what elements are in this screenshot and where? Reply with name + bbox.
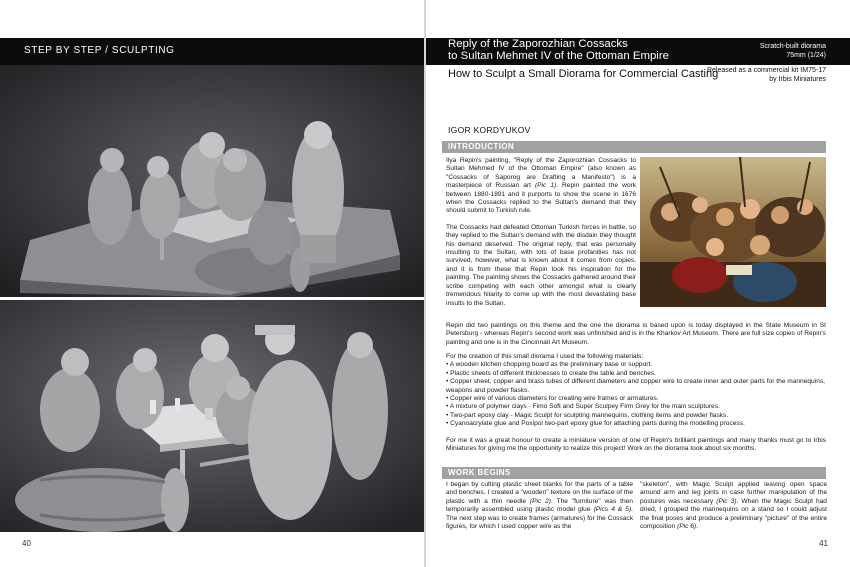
list-item: • Cyanoacrylate glue and Poxipol two-part epoxy glue for attaching parts during the modelling process. [446, 420, 745, 428]
materials-section [446, 353, 826, 429]
work-column-1: I began by cutting plastic sheet blanks for the parts of a table and benches. I created a "wooden" texture on the surface of the plastic with a thin needle (Pic 2). The "furniture" was then temporarily assembled using plastic model glue (Pics 4 & 5). The next step was to create frames (armatures) for the Cossack figures, for which I used copper wire as the [446, 481, 634, 531]
work-column-2: "skeleton", with Magic Sculpt applied leaving open space around arm and leg joints in case further manipulation of the postures was necessary (Pic 3). When the Magic Sculpt had dried, I grouped the mannequins on a stand so I could adjust the final poses and produce a preliminary "picture" of the entire composition (Pic 6). [640, 481, 827, 531]
page-number-left: 40 [22, 539, 31, 548]
intro-paragraph-1: Ilya Repin's painting, "Reply of the Zaporozhian Cossacks to Sultan Mehmed IV of the Ottoman Empire" (also known as "Cossacks of Saporog are Drafting a Manifesto") is a masterpiece of Russian art (Pic 1). Repin painted the work between 1880-1891 and it purports to show the scene in 1676 when the Cossacks replied to the Sultan's demand that they should submit to Turkish rule. [446, 157, 636, 215]
scale-info [760, 42, 826, 60]
section-heading-bar [442, 141, 826, 153]
list-item: • A wooden kitchen chopping board as the preliminary base or support. [446, 361, 653, 369]
section-heading-bar [442, 467, 826, 479]
page-number-right: 41 [819, 539, 828, 548]
diorama-photo-top [0, 65, 424, 297]
title-line-2: to Sultan Mehmet IV of the Ottoman Empire [448, 50, 669, 62]
scale-line-2: 75mm (1/24) [786, 52, 826, 59]
intro-paragraph-3: Repin did two paintings on this theme and the one the diorama is based upon is today displayed in the State Museum in St Petersburg - whereas Repin's second work was unfinished and is in the Kharkov Art Museum. There are full size copies of Repin's painting and one is in the Cincinnati Art Museum. [446, 322, 826, 346]
section-label: STEP BY STEP / SCULPTING [24, 45, 175, 56]
materials-list [446, 361, 826, 428]
title-line-1: Reply of the Zaporozhian Cossacks [448, 38, 628, 50]
section-heading: WORK BEGINS [448, 468, 511, 477]
honour-paragraph: For me it was a great honour to create a miniature version of one of Repin's brilliant paintings and many thanks must go to Irbis Miniatures for giving me the opportunity to realize this project! Work on the diorama took about six months. [446, 437, 826, 453]
list-item: • Plastic sheets of different thicknesses to create the table and benches. [446, 369, 657, 377]
intro-column [446, 157, 636, 308]
materials-intro: For the creation of this small diorama I used the following materials: [446, 353, 644, 360]
left-page [0, 0, 424, 567]
repin-painting-image [640, 157, 826, 307]
article-subtitle: How to Sculpt a Small Diorama for Commercial Casting [448, 68, 719, 80]
article-title [448, 38, 708, 62]
list-item: • A mixture of polymer clays - Fimo Soft and Super Sculpey Firm Grey for the main sculptures. [446, 403, 720, 411]
intro-paragraph-2: The Cossacks had defeated Ottoman Turkish forces in battle, so they replied to the Sultan's demand with the disdain they thought his demand deserved. The original reply, that was personally insulting to the Sultan, with lots of base profanities has not survived, however, what is known about it comes from copies, and it is from these that Repin took his inspiration for the painting. The painting shows the Cossacks gathered around their scribe competing with each other amongst what is clearly tremendous hilarity to come up with the most devastating base insults to the Sultan. [446, 223, 636, 307]
release-info [707, 66, 826, 84]
author-name: IGOR KORDYUKOV [448, 125, 531, 135]
section-heading: INTRODUCTION [448, 142, 515, 151]
release-line-2: by Irbis Miniatures [769, 76, 826, 83]
right-page [426, 0, 850, 567]
list-item: • Copper wire of various diameters for creating wire frames or armatures. [446, 395, 659, 403]
list-item: • Two-part epoxy clay - Magic Sculpt for sculpting mannequins, clothing items and powder flasks. [446, 411, 729, 419]
scale-line-1: Scratch-built diorama [759, 43, 826, 50]
release-line-1: Released as a commercial kit IM75-17 [706, 67, 826, 74]
list-item: • Copper sheet, copper and brass tubes of different diameters and copper wire to create inner and outer parts for the mannequins, weapons and powder flasks. [446, 378, 825, 394]
diorama-photo-bottom [0, 300, 424, 532]
